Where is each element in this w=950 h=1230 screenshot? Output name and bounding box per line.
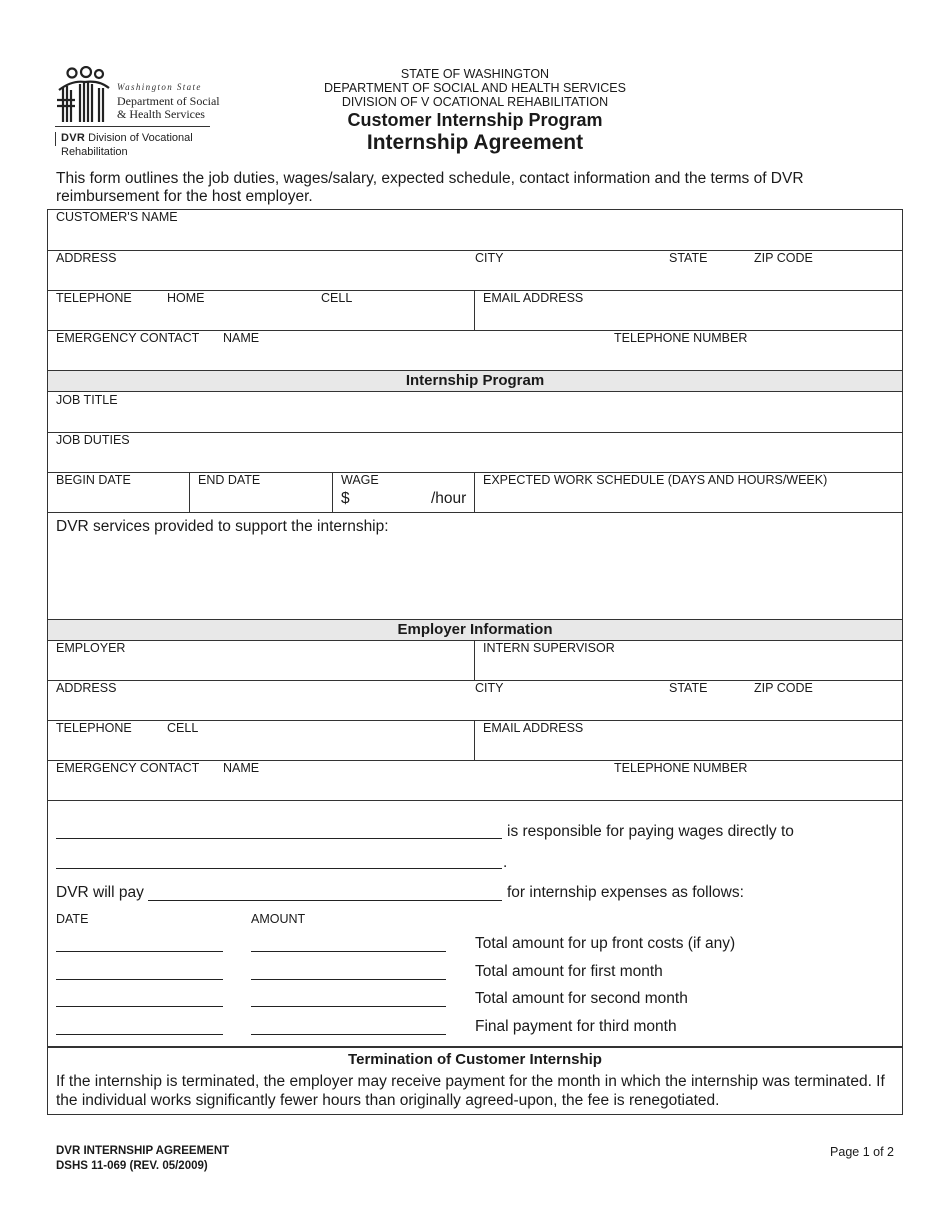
payment-row-label: Total amount for first month — [475, 963, 663, 980]
wage-currency: $ — [341, 490, 350, 507]
col-divider — [474, 472, 475, 512]
intro-text: This form outlines the job duties, wages/salary, expected schedule, contact information and the terms of DVR reimbursement for the host employer. — [56, 170, 804, 205]
payee-period: . — [503, 854, 508, 871]
col-divider — [474, 290, 475, 330]
dvr-will-pay-label: DVR will pay — [56, 884, 144, 901]
dvr-pay-amount-line[interactable] — [148, 900, 502, 901]
logo-divider — [55, 126, 210, 127]
customer-telephone-label: TELEPHONE — [56, 291, 132, 305]
employer-zip-field[interactable]: ZIP CODE — [754, 681, 813, 695]
customer-emergency-phone-field[interactable]: TELEPHONE NUMBER — [614, 331, 748, 345]
footer-form-name: DVR INTERNSHIP AGREEMENT — [56, 1145, 230, 1157]
job-duties-field[interactable]: JOB DUTIES — [56, 433, 130, 447]
header-department: DEPARTMENT OF SOCIAL AND HEALTH SERVICES — [324, 81, 626, 95]
payee-name-line[interactable] — [56, 868, 502, 869]
payment-date-line[interactable] — [56, 951, 223, 952]
customer-name-field[interactable]: CUSTOMER'S NAME — [56, 210, 178, 224]
employer-name-field[interactable]: EMPLOYER — [56, 641, 126, 655]
logo-state-label: Washington State — [117, 82, 202, 92]
footer-form-number: DSHS 11-069 (REV. 05/2009) — [56, 1160, 208, 1172]
employer-telephone-field[interactable]: TELEPHONE — [56, 721, 132, 735]
dshs-logo — [55, 66, 220, 162]
logo-dvr-line1: Division of Vocational — [88, 132, 193, 144]
employer-emergency-phone-field[interactable]: TELEPHONE NUMBER — [614, 761, 748, 775]
header-state: STATE OF WASHINGTON — [400, 67, 550, 81]
customer-email-field[interactable]: EMAIL ADDRESS — [483, 291, 584, 305]
customer-city-field[interactable]: CITY — [475, 251, 504, 265]
col-divider — [474, 720, 475, 760]
payment-row-label: Total amount for up front costs (if any) — [475, 935, 736, 952]
payment-amount-line[interactable] — [251, 951, 446, 952]
customer-emergency-label: EMERGENCY CONTACT — [56, 331, 200, 345]
customer-state-field[interactable]: STATE — [669, 251, 708, 265]
termination-heading: Termination of Customer Internship — [348, 1051, 602, 1068]
payment-date-header: DATE — [56, 912, 89, 926]
internship-section-heading: Internship Program — [48, 370, 902, 392]
col-divider — [189, 472, 190, 512]
begin-date-field[interactable]: BEGIN DATE — [56, 473, 131, 487]
job-title-field[interactable]: JOB TITLE — [56, 393, 118, 407]
col-divider — [474, 641, 475, 680]
end-date-field[interactable]: END DATE — [198, 473, 261, 487]
program-title: Customer Internship Program — [347, 110, 603, 130]
wage-unit: /hour — [431, 490, 467, 507]
logo-dvr-bar — [55, 132, 56, 146]
termination-text: If the internship is terminated, the employer may receive payment for the month in which the internship was terminated. If the individual works significantly fewer hours than originally agreed-upon, the fee is renegotiated. — [56, 1073, 885, 1109]
payment-row-label: Final payment for third month — [475, 1018, 677, 1035]
customer-address-field[interactable]: ADDRESS — [56, 251, 117, 265]
payment-date-line[interactable] — [56, 979, 223, 980]
employer-cell-field[interactable]: CELL — [167, 721, 199, 735]
work-schedule-field[interactable]: EXPECTED WORK SCHEDULE (DAYS AND HOURS/WEEK) — [483, 473, 828, 487]
intern-supervisor-field[interactable]: INTERN SUPERVISOR — [483, 641, 615, 655]
employer-address-field[interactable]: ADDRESS — [56, 681, 117, 695]
payment-amount-line[interactable] — [251, 1006, 446, 1007]
payment-date-line[interactable] — [56, 1034, 223, 1035]
payer-name-line[interactable] — [56, 838, 502, 839]
page-title: Internship Agreement — [366, 131, 584, 154]
customer-emergency-name-field[interactable]: NAME — [223, 331, 260, 345]
customer-zip-field[interactable]: ZIP CODE — [754, 251, 813, 265]
logo-dept-label: Department of Social & Health Services — [117, 94, 220, 121]
payment-amount-header: AMOUNT — [251, 912, 306, 926]
payment-amount-line[interactable] — [251, 979, 446, 980]
logo-dvr-line2: Rehabilitation — [61, 146, 128, 158]
wage-field[interactable]: WAGE — [341, 473, 379, 487]
dvr-services-field[interactable]: DVR services provided to support the internship: — [56, 518, 389, 535]
customer-home-phone-field[interactable]: HOME — [167, 291, 205, 305]
header-division: DIVISION OF V OCATIONAL REHABILITATION — [341, 95, 609, 109]
employer-email-field[interactable]: EMAIL ADDRESS — [483, 721, 584, 735]
responsible-text: is responsible for paying wages directly to — [507, 823, 794, 840]
footer-page-number: Page 1 of 2 — [830, 1145, 894, 1159]
employer-emergency-label: EMERGENCY CONTACT — [56, 761, 200, 775]
employer-city-field[interactable]: CITY — [475, 681, 504, 695]
customer-cell-field[interactable]: CELL — [321, 291, 353, 305]
col-divider — [332, 472, 333, 512]
logo-dvr-line — [61, 132, 193, 144]
employer-emergency-name-field[interactable]: NAME — [223, 761, 260, 775]
employer-state-field[interactable]: STATE — [669, 681, 708, 695]
logo-dvr-abbrev: DVR — [61, 132, 86, 144]
dshs-people-icon — [55, 66, 113, 124]
expenses-text: for internship expenses as follows: — [507, 884, 744, 901]
payment-amount-line[interactable] — [251, 1034, 446, 1035]
row-divider — [47, 800, 903, 801]
row-divider — [47, 512, 903, 513]
employer-section-heading: Employer Information — [48, 619, 902, 641]
payment-row-label: Total amount for second month — [475, 990, 688, 1007]
row-divider — [47, 1046, 903, 1048]
payment-date-line[interactable] — [56, 1006, 223, 1007]
row-divider — [47, 432, 903, 433]
